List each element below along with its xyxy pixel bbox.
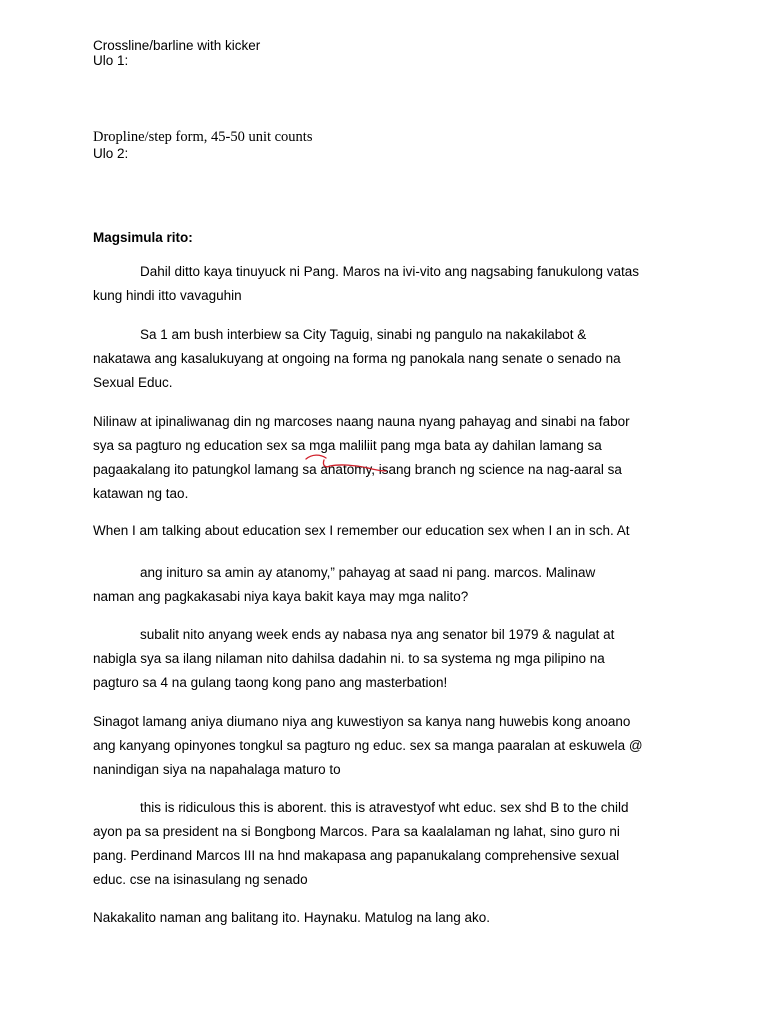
start-label: Magsimula rito: bbox=[93, 230, 193, 245]
paragraph-line: pagaakalang ito patungkol lamang sa anatomy, isang branch ng science na nag-aaral sa bbox=[93, 462, 622, 477]
paragraph-line: pagturo sa 4 na gulang taong kong pano ang masterbation! bbox=[93, 675, 448, 690]
paragraph-line: ang kanyang opinyones tongkul sa pagturo ng educ. sex sa manga paaralan at eskuwela @ bbox=[93, 738, 643, 753]
paragraph-1 bbox=[93, 260, 683, 308]
paragraph-line: sya sa pagturo ng education sex sa mga maliliit pang mga bata ay dahilan lamang sa bbox=[93, 438, 602, 453]
paragraph-line: Sexual Educ. bbox=[93, 375, 173, 390]
paragraph-line: kung hindi itto vavaguhin bbox=[93, 288, 242, 303]
ulo-2-label: Ulo 2: bbox=[93, 146, 129, 161]
paragraph-8 bbox=[93, 796, 683, 892]
paragraph-line: katawan ng tao. bbox=[93, 486, 189, 501]
paragraph-7 bbox=[93, 710, 683, 782]
paragraph-2 bbox=[93, 323, 683, 395]
paragraph-line: nanindigan siya na napahalaga maturo to bbox=[93, 762, 341, 777]
paragraph-6 bbox=[93, 623, 683, 695]
paragraph-line: When I am talking about education sex I remember our education sex when I an in sch. At bbox=[93, 523, 630, 538]
paragraph-line: Sinagot lamang aniya diumano niya ang kuwestiyon sa kanya nang huwebis kong anoano bbox=[93, 714, 631, 729]
ulo-1-label: Ulo 1: bbox=[93, 53, 129, 68]
paragraph-9 bbox=[93, 906, 683, 930]
crossline-label: Crossline/barline with kicker bbox=[93, 38, 261, 53]
paragraph-line: subalit nito anyang week ends ay nabasa nya ang senator bil 1979 & nagulat at bbox=[140, 627, 615, 642]
paragraph-line: Nakakalito naman ang balitang ito. Haynaku. Matulog na lang ako. bbox=[93, 910, 491, 925]
paragraph-5 bbox=[93, 561, 683, 609]
paragraph-line: Dahil ditto kaya tinuyuck ni Pang. Maros na ivi-vito ang nagsabing fanukulong vatas bbox=[140, 264, 640, 279]
paragraph-line: this is ridiculous this is aborent. this is atravestyof wht educ. sex shd B to the child bbox=[140, 800, 629, 815]
paragraph-4 bbox=[93, 519, 683, 543]
paragraph-line: nabigla sya sa ilang nilaman nito dahilsa dadahin ni. to sa systema ng mga pilipino na bbox=[93, 651, 605, 666]
paragraph-line: Nilinaw at ipinaliwanag din ng marcoses naang nauna nyang pahayag and sinabi na fabor bbox=[93, 414, 630, 429]
dropline-label: Dropline/step form, 45-50 unit counts bbox=[93, 129, 313, 145]
paragraph-line: naman ang pagkakasabi niya kaya bakit kaya may mga nalito? bbox=[93, 589, 469, 604]
paragraph-line: educ. cse na isinasulang ng senado bbox=[93, 872, 308, 887]
paragraph-line: Sa 1 am bush interbiew sa City Taguig, sinabi ng pangulo na nakakilabot & bbox=[140, 327, 587, 342]
paragraph-3 bbox=[93, 410, 683, 506]
paragraph-line: nakatawa ang kasalukuyang at ongoing na forma ng panokala nang senate o senado na bbox=[93, 351, 621, 366]
paragraph-line: ayon pa sa president na si Bongbong Marcos. Para sa kaalalaman ng lahat, sino guro ni bbox=[93, 824, 620, 839]
paragraph-line: pang. Perdinand Marcos III na hnd makapasa ang papanukalang comprehensive sexual bbox=[93, 848, 620, 863]
paragraph-line: ang inituro sa amin ay atanomy,” pahayag at saad ni pang. marcos. Malinaw bbox=[140, 565, 596, 580]
